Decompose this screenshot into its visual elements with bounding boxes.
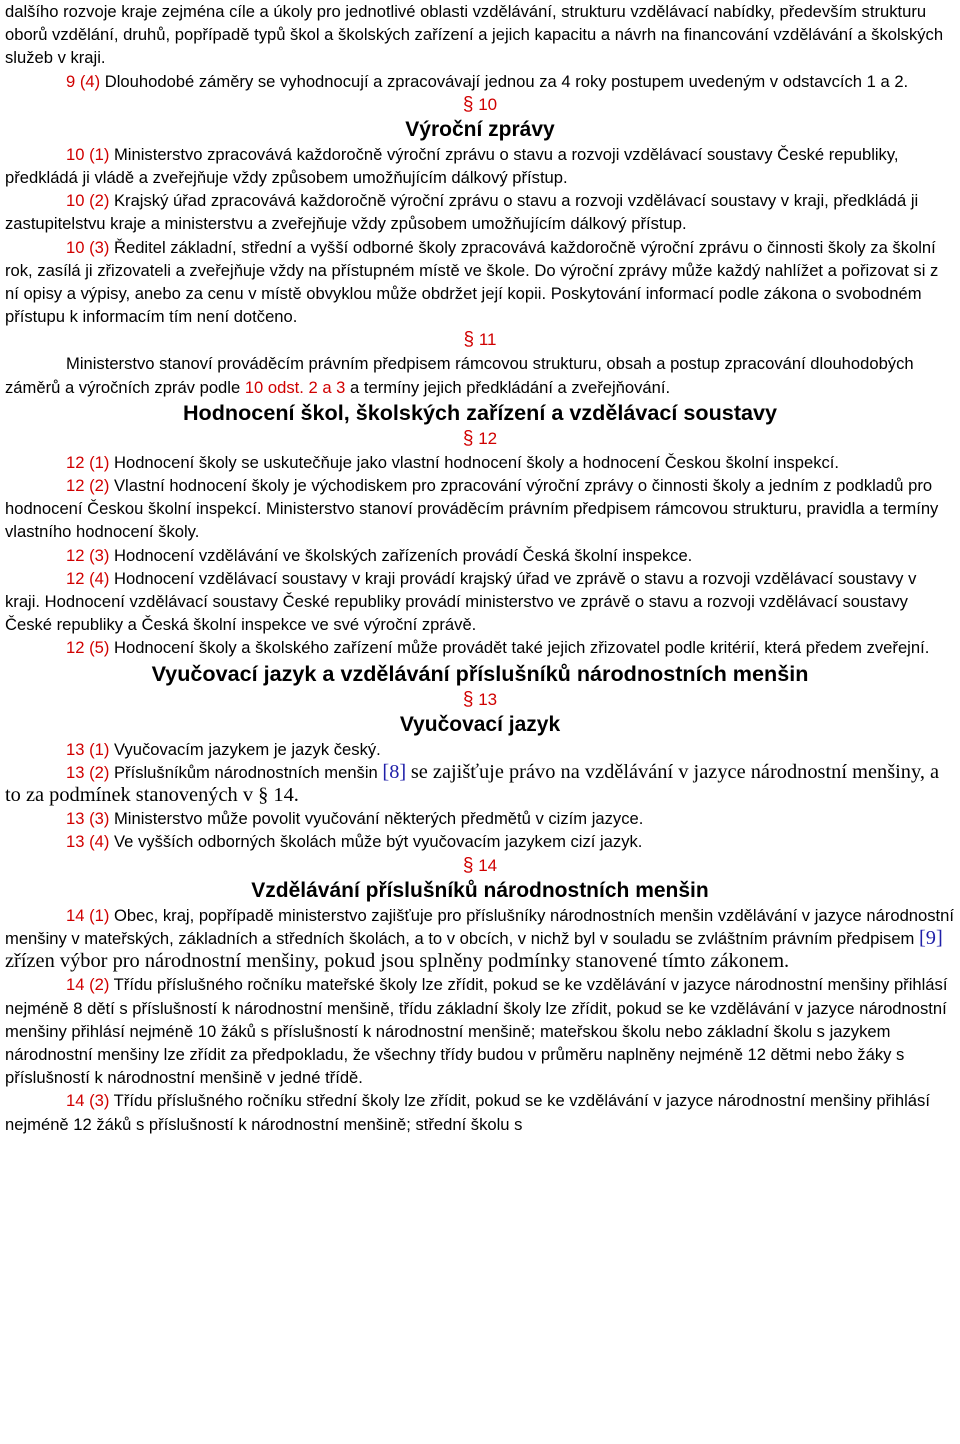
paragraph-13-3: 13 (3) Ministerstvo může povolit vyučování některých předmětů v cizím jazyce. [66, 809, 644, 829]
paragraph-13-2: 13 (2) Příslušníkům národnostních menšin [8] se zajišťuje právo na vzdělávání v jazyce národnostní menšiny, a to za podmínek stanovených v § 14. [5, 760, 940, 807]
paragraph-9-4: 9 (4) Dlouhodobé záměry se vyhodnocují a zpracovávají jednou za 4 roky postupem uvedeným v odstavcích 1 a 2. [66, 71, 909, 91]
paragraph-14-2: 14 (2) Třídu příslušného ročníku mateřské školy lze zřídit, pokud se ke vzdělávání v jazyce národnostní menšiny přihlásí nejméně 8 dětí s příslušností k národnostní menšině, třídu základní školy lze zřídit, pokud se ke vzdělávání v jazyce národnostní menšiny přihlásí nejméně 10 žáků s příslušností k národnostní menšině; mateřskou školu nebo základní školu s jazykem národnostní menšiny lze zřídit za předpokladu, že všechny třídy budou v průměru naplněny nejméně 12 dětmi nebo žáky s příslušností k národnostní menšině v jedné třídě. [5, 975, 948, 1088]
section-10-number: § 10 [462, 93, 498, 115]
paragraph-11: Ministerstvo stanoví prováděcím právním předpisem rámcovou strukturu, obsah a postup zpracování dlouhodobých záměrů a výročních zpráv podle 10 odst. 2 a 3 a termíny jejich předkládání a zveřejňování. [5, 354, 914, 397]
paragraph-12-2: 12 (2) Vlastní hodnocení školy je východiskem pro zpracování výroční zprávy o činnosti školy a jedním z podkladů pro hodnocení Českou školní inspekcí. Ministerstvo stanoví prováděcím právním předpisem rámcovou strukturu, pravidla a termíny vlastního hodnocení školy. [5, 476, 939, 542]
paragraph-13-4: 13 (4) Ve vyšších odborných školách může být vyučovacím jazykem cizí jazyk. [66, 832, 643, 852]
section-ref[interactable]: 13 (2) [66, 762, 110, 782]
section-13-title: Vyučovací jazyk [399, 712, 561, 736]
section-ref[interactable]: 10 (3) [66, 237, 110, 257]
chapter-heading-vyucovaci: Vyučovací jazyk a vzdělávání příslušníků národnostních menšin [151, 660, 809, 686]
paragraph-12-4: 12 (4) Hodnocení vzdělávací soustavy v kraji provádí krajský úřad ve zprávě o stavu a rozvoji vzdělávací soustavy v kraji. Hodnocení vzdělávací soustavy České republiky provádí ministerstvo ve zprávě o stavu a rozvoji vzdělávací soustavy České republiky a Česká školní inspekce ve své výroční zprávě. [5, 568, 917, 635]
paragraph-12-3: 12 (3) Hodnocení vzdělávání ve školských zařízeních provádí Česká školní inspekce. [66, 545, 693, 565]
footnote-link-8[interactable]: [8] [382, 760, 407, 783]
section-ref[interactable]: 13 (4) [66, 832, 110, 852]
section-ref[interactable]: 12 (2) [66, 476, 110, 496]
paragraph-12-1: 12 (1) Hodnocení školy se uskutečňuje jako vlastní hodnocení školy a hodnocení Českou školní inspekcí. [66, 452, 840, 472]
section-12-number: § 12 [462, 427, 498, 449]
paragraph-13-1: 13 (1) Vyučovacím jazykem je jazyk český. [66, 739, 381, 759]
paragraph-10-3: 10 (3) Ředitel základní, střední a vyšší odborné školy zpracovává každoročně výroční zprávu o činnosti školy za školní rok, zasílá ji zřizovateli a zveřejňuje vždy na přístupném místě ve škole. Do výroční zprávy může každý nahlížet a pořizovat si z ní opisy a výpisy, anebo za cenu v místě obvyklou může obdržet její kopii. Poskytování informací podle zákona o svobodném přístupu k informacím tím není dotčeno. [5, 237, 939, 327]
section-ref[interactable]: 14 (1) [66, 905, 110, 925]
section-13-number: § 13 [462, 688, 498, 710]
footnote-link-9[interactable]: [9] [919, 926, 943, 949]
section-10-title: Výroční zprávy [405, 117, 555, 141]
section-ref[interactable]: 14 (2) [66, 975, 110, 995]
section-14-number: § 14 [462, 854, 498, 876]
section-ref[interactable]: 12 (1) [66, 452, 110, 472]
section-ref[interactable]: 10 odst. 2 a 3 [244, 377, 346, 397]
section-ref[interactable]: 9 (4) [66, 71, 101, 91]
paragraph-10-2: 10 (2) Krajský úřad zpracovává každoročně výroční zprávu o stavu a rozvoji vzdělávací soustavy v kraji, předkládá ji zastupitelstvu kraje a ministerstvu a zveřejňuje vždy způsobem umožňujícím dálkový přístup. [5, 191, 919, 234]
section-ref[interactable]: 10 (2) [66, 191, 110, 211]
section-ref[interactable]: 10 (1) [66, 144, 110, 164]
section-ref[interactable]: 12 (5) [66, 638, 110, 658]
section-ref[interactable]: 14 (3) [66, 1091, 110, 1111]
section-ref[interactable]: 13 (3) [66, 809, 110, 829]
paragraph-14-3: 14 (3) Třídu příslušného ročníku střední školy lze zřídit, pokud se ke vzdělávání v jazyce národnostní menšiny přihlásí nejméně 12 žáků s příslušností k národnostní menšině; střední školu s [5, 1091, 930, 1134]
section-ref[interactable]: 13 (1) [66, 739, 110, 759]
section-ref[interactable]: 12 (3) [66, 545, 110, 565]
section-14-title: Vzdělávání příslušníků národnostních menšin [251, 878, 709, 902]
intro-paragraph: dalšího rozvoje kraje zejména cíle a úkoly pro jednotlivé oblasti vzdělávání, strukturu vzdělávací nabídky, především strukturu oborů vzdělání, druhů, popřípadě typů škol a školských zařízení a jejich kapacitu a návrh na financování vzdělávání a školských služeb v kraji. [5, 2, 944, 68]
paragraph-12-5: 12 (5) Hodnocení školy a školského zařízení může provádět také jejich zřizovatel podle kritérií, která předem zveřejní. [66, 638, 930, 658]
paragraph-14-1: 14 (1) Obec, kraj, popřípadě ministerstvo zajišťuje pro příslušníky národnostních menšin vzdělávání v jazyce národnostní menšiny v mateřských, základních a středních školách, a to v obcích, v nichž byl v souladu se zvláštním právním předpisem [9] zřízen výbor pro národnostní menšiny, pokud jsou splněny podmínky stanovené tímto zákonem. [5, 905, 955, 973]
section-11-number: § 11 [463, 329, 497, 351]
paragraph-10-1: 10 (1) Ministerstvo zpracovává každoročně výroční zprávu o stavu a rozvoji vzdělávací soustavy České republiky, předkládá ji vládě a zveřejňuje vždy způsobem umožňujícím dálkový přístup. [5, 144, 899, 188]
section-ref[interactable]: 12 (4) [66, 568, 110, 588]
chapter-heading-hodnoceni: Hodnocení škol, školských zařízení a vzdělávací soustavy [182, 399, 778, 425]
